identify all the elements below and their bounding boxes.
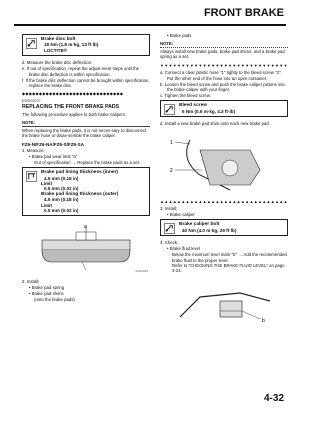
step-d-right: d. Install a new brake pad shim onto each new brake pad. [160, 121, 270, 127]
step-2-bullet-spring: • Brake pad spring [29, 285, 65, 291]
torque-spec-box [22, 34, 150, 56]
step-4-bullet-fluid: • Brake fluid level [167, 246, 201, 252]
step-2: 2. Install: [22, 279, 40, 285]
outer-limit-value: 0.5 mm (0.02 in) [44, 208, 79, 214]
step-4-text: Below the minimum level mark "b" → Add the recommended brake fluid to the proper level. [172, 252, 287, 263]
step-3-bullet-caliper: • Brake caliper [167, 211, 195, 217]
caliper-bolt-value: 40 Nm (4.0 m·kg, 29 ft·lb) [182, 227, 237, 233]
caliper-gauge-icon [26, 171, 37, 182]
inner-limit-label: Limit [41, 181, 52, 186]
inner-thickness-value: 4.5 mm (0.18 in) [44, 175, 79, 181]
step-b: b. Loosen the bleed screw and push the brake caliper pistons into the brake caliper with your finger. [160, 81, 285, 92]
step-4: 4. Check: [160, 240, 179, 246]
brake-pad-illustration [22, 220, 150, 276]
left-column [22, 32, 150, 303]
torque-spec-loctite: LOCTITE® [44, 47, 68, 53]
step-f: f. If the brake disc deflection cannot be brought within specification, replace the brake disc. [22, 77, 150, 89]
right-note-label: NOTE: [160, 41, 288, 48]
page-header-title: FRONT BRAKE [203, 7, 284, 19]
step-1: 1. Measure: [22, 147, 45, 153]
outer-limit-label: Limit [41, 202, 52, 208]
step-3: 3. Install: [160, 205, 178, 211]
step-2-bullet-shims: • Brake pad shims [29, 291, 64, 297]
section-title: REPLACING THE FRONT BRAKE PADS [22, 104, 120, 111]
figure-code: ZJAN043 [135, 269, 148, 274]
figure-callout-2: 2 [170, 167, 173, 174]
figure-callout-b: b [262, 317, 265, 324]
page-number: 4-32 [263, 393, 284, 404]
step-d: d. Measure the brake disc deflection. [22, 60, 93, 66]
reservoir-illustration [160, 277, 288, 325]
pad-thickness-spec-box [22, 167, 150, 216]
figure-callout-a: a [84, 224, 87, 231]
step-2-shims-note: (onto the brake pads) [34, 297, 75, 303]
caliper-bolt-box [160, 219, 288, 236]
model-heading: FZ6-N/FZ6-NA/FZ6-S/FZ6-SA [22, 141, 85, 147]
right-column [160, 32, 288, 328]
caliper-bolt-title: Brake caliper bolt [179, 222, 220, 228]
step-e: e. If out of specification, repeat the adjust-ment steps until the brake disc deflection is within specification. [22, 66, 140, 77]
step-1-outcome: Out of specification → Replace the brake pads as a set. [34, 159, 141, 165]
section-code: EWD02070 [22, 98, 41, 103]
bleed-screw-title: Bleed screw [179, 103, 207, 109]
inner-thickness-label: Brake pad lining thickness (inner) [41, 170, 119, 176]
right-note-text: Always install new brake pads, brake pad shims, and a brake pad spring as a set. [160, 48, 285, 60]
substeps-start-marker: ▼▼▼▼▼▼▼▼▼▼▼▼▼▼▼▼▼▼▼▼▼▼▼▼▼▼▼▼▼▼ [160, 62, 288, 68]
substeps-end-marker: ▲▲▲▲▲▲▲▲▲▲▲▲▲▲▲▲▲▲▲▲▲▲▲▲▲▲▲▲▲▲ [160, 198, 288, 204]
caliper-hose-illustration [160, 130, 288, 196]
reservoir-figure [160, 277, 288, 325]
note-label: NOTE: [22, 120, 150, 127]
section-intro: The following procedure applies to both brake calipers. [22, 111, 127, 117]
figure-callout-1: 1 [170, 139, 173, 146]
outer-thickness-label: Brake pad lining thickness (outer) [41, 191, 119, 197]
torque-spec-title: Brake disc bolt [41, 37, 76, 42]
outer-thickness-value: 4.5 mm (0.18 in) [44, 197, 79, 203]
procedure-end-marker: ◆◆◆◆◆◆◆◆◆◆◆◆◆◆◆◆◆◆◆◆◆◆◆◆◆◆◆◆◆◆ [22, 91, 124, 97]
brake-pad-figure [22, 220, 150, 276]
note-text: When replacing the brake pads, it is not neces-sary to disconnect the brake hose or disas-semble the brake caliper. [22, 127, 147, 139]
step-a: a. Connect a clear plastic hose "1" tightly to the bleed screw "2". Put the other end of the hose into an open container. [160, 70, 282, 81]
step-c: c. Tighten the bleed screw. [160, 92, 211, 98]
step-1-bullet: • Brake pad wear limit "a" [29, 153, 78, 159]
torque-wrench-icon [164, 104, 175, 115]
bleed-screw-value: 6 Nm (0.6 m·kg, 4.3 ft·lb) [182, 108, 236, 114]
bleed-screw-box [160, 100, 288, 117]
bullet-brake-pads: • Brake pads [167, 32, 192, 38]
torque-wrench-icon [26, 38, 37, 49]
torque-spec-value: 18 Nm (1.8 m·kg, 13 ft·lb) [44, 42, 99, 48]
header-rule [14, 24, 286, 26]
inner-limit-value: 0.5 mm (0.02 in) [44, 186, 79, 192]
torque-wrench-icon [164, 223, 175, 234]
step-4-reference: Refer to "CHECKING THE BRAKE FLUID LEVEL" on page 3-24. [172, 263, 285, 274]
bleed-hose-figure [160, 130, 288, 196]
